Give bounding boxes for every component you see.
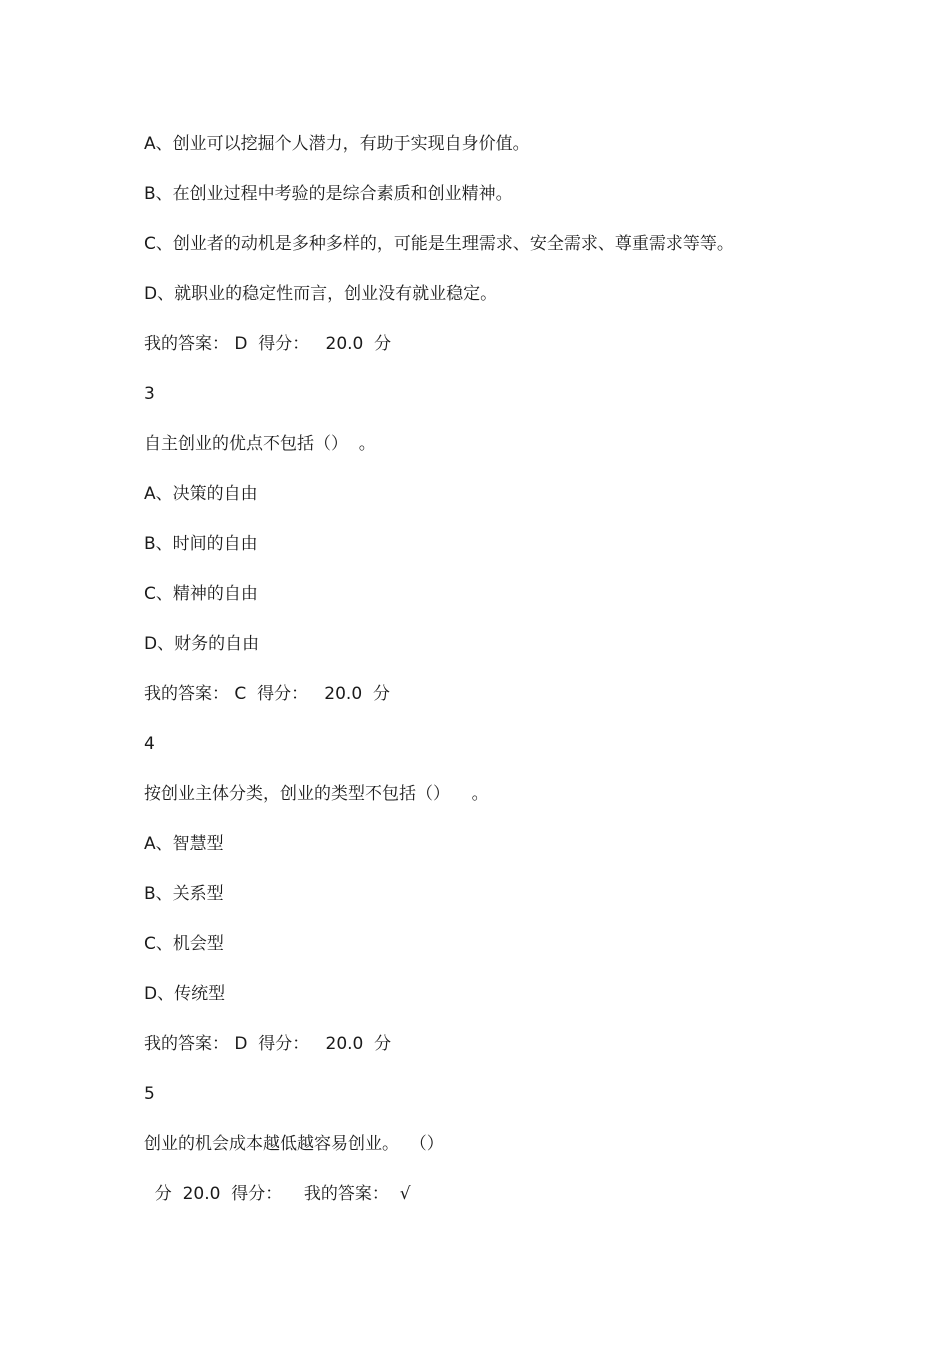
q3-option-c: C、精神的自由 xyxy=(144,584,258,604)
q4-option-b: B、关系型 xyxy=(144,884,224,904)
q3-option-a: A、决策的自由 xyxy=(144,484,258,504)
q4-option-c: C、机会型 xyxy=(144,934,224,954)
q5-result: 分 20.0 得分： 我的答案： √ xyxy=(144,1184,411,1204)
q2-result: 我的答案： D 得分： 20.0 分 xyxy=(144,334,392,354)
q2-option-b: B、在创业过程中考验的是综合素质和创业精神。 xyxy=(144,184,513,204)
q3-number: 3 xyxy=(144,384,155,404)
q4-option-d: D、传统型 xyxy=(144,984,226,1004)
q2-option-a: A、创业可以挖掘个人潜力，有助于实现自身价值。 xyxy=(144,134,530,154)
q3-text: 自主创业的优点不包括（） 。 xyxy=(144,434,376,454)
q5-text: 创业的机会成本越低越容易创业。 （） xyxy=(144,1134,444,1154)
q4-number: 4 xyxy=(144,734,155,754)
q3-option-b: B、时间的自由 xyxy=(144,534,258,554)
q4-option-a: A、智慧型 xyxy=(144,834,224,854)
q3-result: 我的答案： C 得分： 20.0 分 xyxy=(144,684,390,704)
q4-text: 按创业主体分类，创业的类型不包括（） 。 xyxy=(144,784,489,804)
q2-option-d: D、就职业的稳定性而言，创业没有就业稳定。 xyxy=(144,284,498,304)
q4-result: 我的答案： D 得分： 20.0 分 xyxy=(144,1034,392,1054)
q3-option-d: D、财务的自由 xyxy=(144,634,260,654)
q5-number: 5 xyxy=(144,1084,155,1104)
q2-option-c: C、创业者的动机是多种多样的，可能是生理需求、安全需求、尊重需求等等。 xyxy=(144,234,734,254)
